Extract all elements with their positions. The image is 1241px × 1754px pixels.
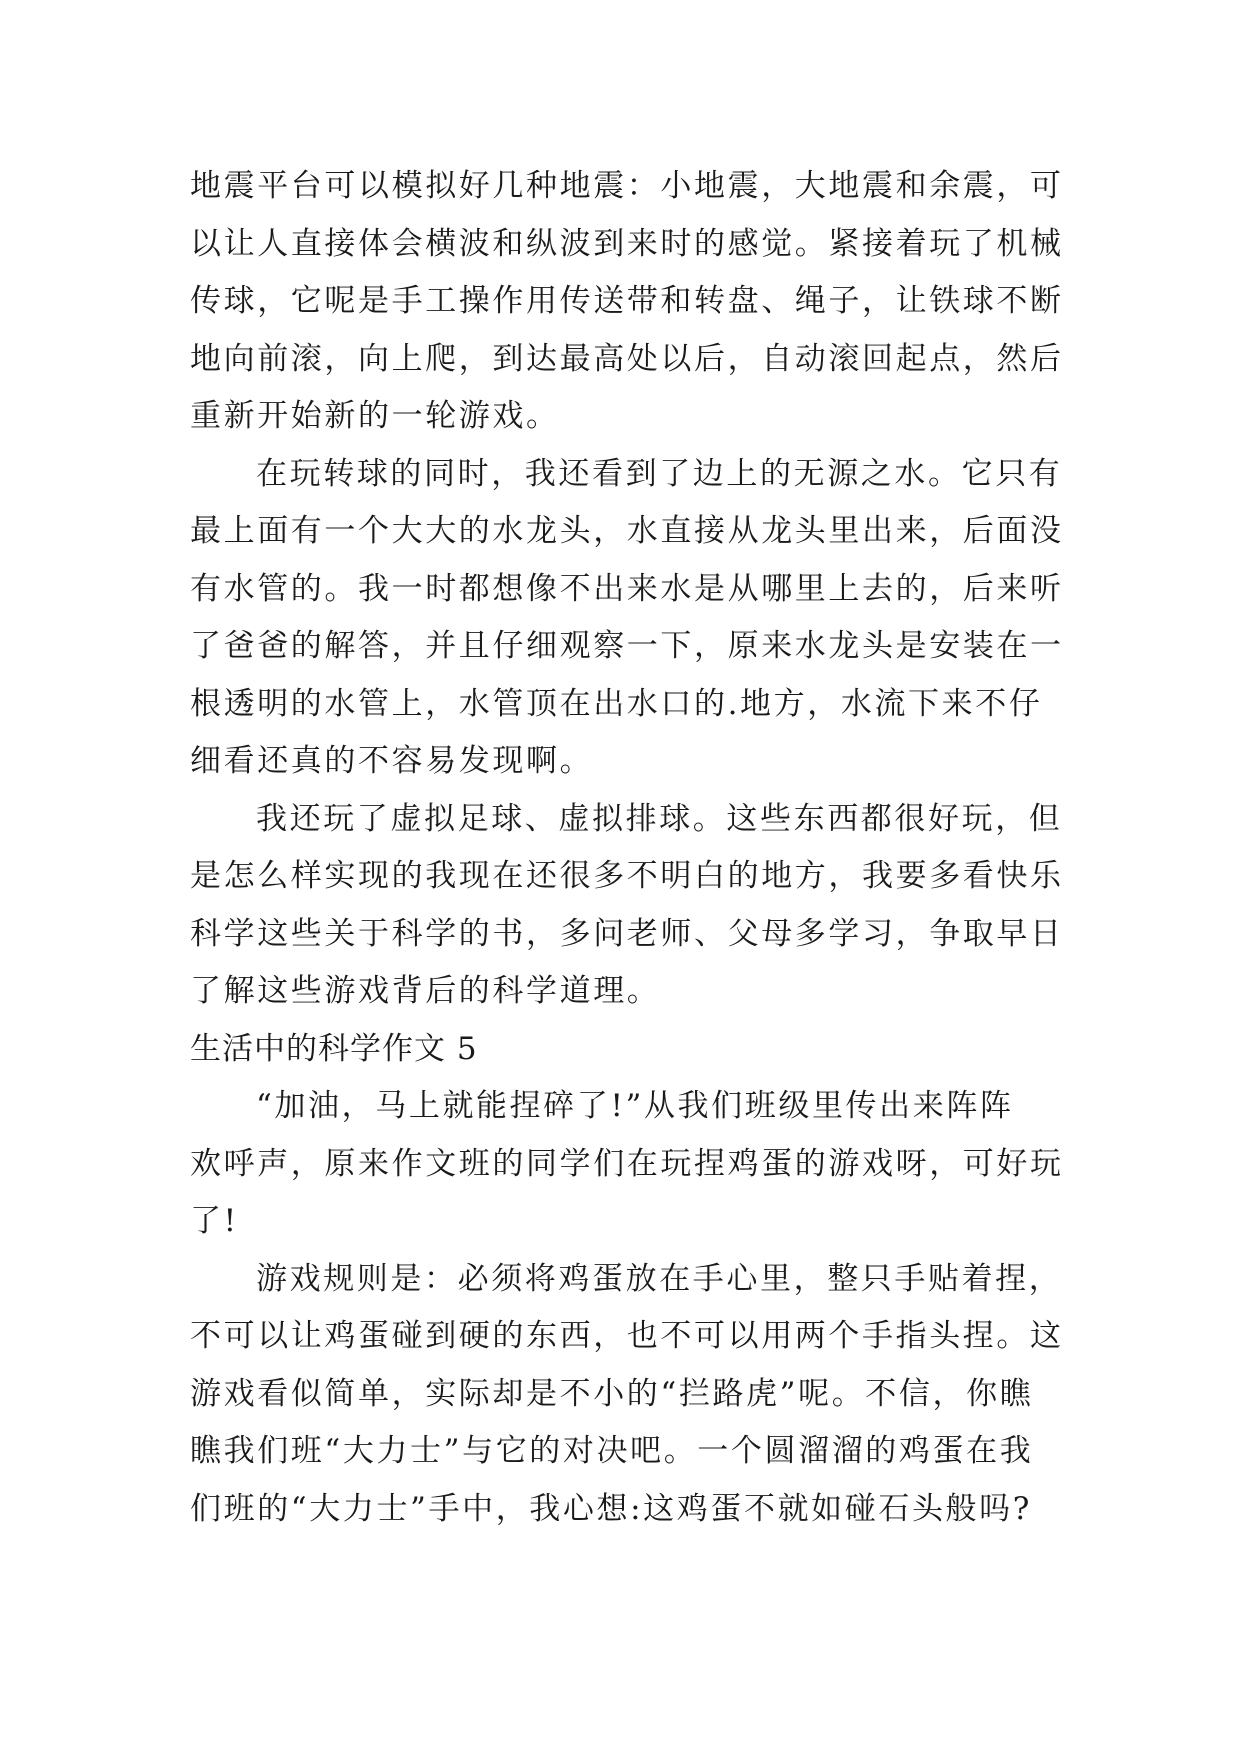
text-line: 欢呼声，原来作文班的同学们在玩捏鸡蛋的游戏呀，可好玩	[190, 1145, 1064, 1182]
text-line: 重新开始新的一轮游戏。	[190, 398, 560, 434]
text-line: 瞧我们班“大力士”与它的对决吧。一个圆溜溜的鸡蛋在我	[190, 1433, 1034, 1469]
text-line: 游戏规则是：必须将鸡蛋放在手心里，整只手贴着捏，	[256, 1260, 1063, 1297]
text-line: 是怎么样实现的我现在还很多不明白的地方，我要多看快乐	[190, 858, 1064, 894]
section-heading	[190, 1021, 1050, 1079]
text-line: 传球，它呢是手工操作用传送带和转盘、绳子，让铁球不断	[190, 283, 1064, 319]
text-line: 以让人直接体会横波和纵波到来时的感觉。紧接着玩了机械	[190, 225, 1064, 262]
text-line: 们班的“大力士”手中，我心想:这鸡蛋不就如碰石头般吗?	[190, 1490, 1032, 1527]
paragraph	[190, 446, 1064, 791]
text-line: “加油，马上就能捏碎了!”从我们班级里传出来阵阵	[256, 1088, 1014, 1124]
text-line: 游戏看似简单，实际却是不小的“拦路虎”呢。不信，你瞧	[190, 1375, 1034, 1412]
text-line: 科学这些关于科学的书，多问老师、父母多学习，争取早日	[190, 915, 1064, 952]
text-line: 地震平台可以模拟好几种地震：小地震，大地震和余震，可	[190, 168, 1064, 204]
text-line: 不可以让鸡蛋碰到硬的东西，也不可以用两个手指头捏。这	[190, 1318, 1064, 1354]
text-line: 细看还真的不容易发现啊。	[190, 743, 594, 779]
text-line: 最上面有一个大大的水龙头，水直接从龙头里出来，后面没	[190, 513, 1064, 549]
text-line: 有水管的。我一时都想像不出来水是从哪里上去的，后来听	[190, 570, 1064, 607]
paragraph	[190, 791, 1064, 1021]
text-line: 我还玩了虚拟足球、虚拟排球。这些东西都很好玩，但	[256, 800, 1063, 837]
document-body	[190, 158, 1064, 1538]
paragraph	[190, 158, 1064, 446]
text-line: 了!	[190, 1203, 239, 1239]
text-line: 了解这些游戏背后的科学道理。	[190, 973, 661, 1009]
text-line: 根透明的水管上，水管顶在出水口的.地方，水流下来不仔	[190, 685, 1043, 722]
heading-text: 生活中的科学作文 5	[190, 1030, 478, 1067]
paragraph	[190, 1078, 1064, 1251]
text-line: 地向前滚，向上爬，到达最高处以后，自动滚回起点，然后	[190, 340, 1064, 377]
text-line: 了爸爸的解答，并且仔细观察一下，原来水龙头是安装在一	[190, 628, 1064, 664]
text-line: 在玩转球的同时，我还看到了边上的无源之水。它只有	[256, 455, 1063, 492]
paragraph	[190, 1251, 1064, 1539]
